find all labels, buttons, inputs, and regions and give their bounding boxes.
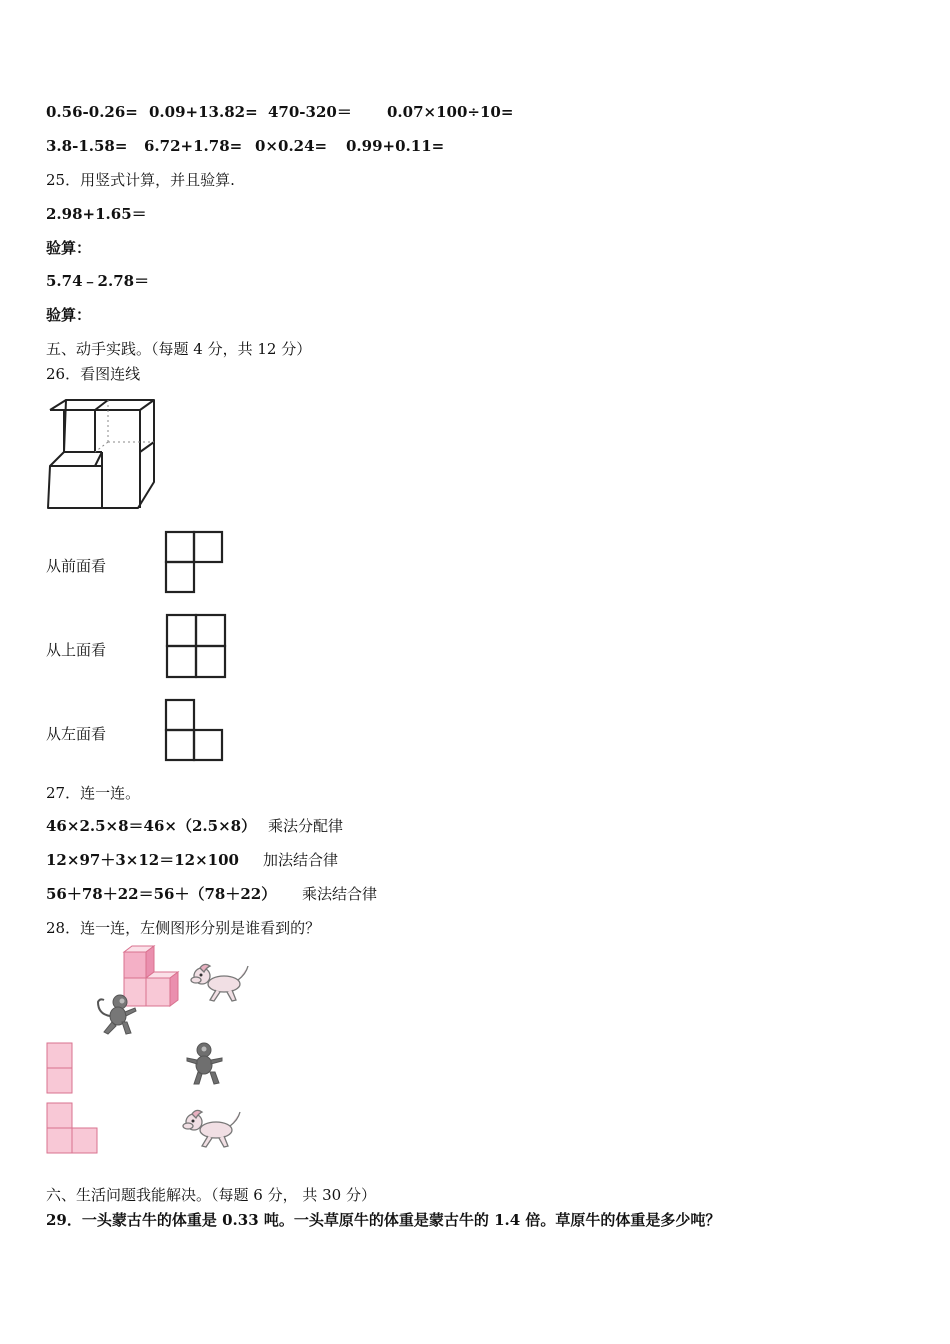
shape-l-three xyxy=(46,1102,99,1155)
view-label-front: 从前面看 xyxy=(46,557,107,575)
q27-expression: 56＋78＋22＝56＋（78＋22） xyxy=(46,885,277,903)
calc-item: 0.09+13.82= xyxy=(149,103,258,121)
q25-expr-2: 5.74﹣2.78＝ xyxy=(46,272,150,290)
view-label-top: 从上面看 xyxy=(46,641,107,659)
section-6-heading: 六、生活问题我能解决。（每题 6 分， 共 30 分） xyxy=(46,1186,376,1204)
q27-law: 乘法结合律 xyxy=(302,885,378,903)
q27-law: 加法结合律 xyxy=(263,851,339,869)
dog-icon xyxy=(188,962,250,1006)
shape-two-stacked xyxy=(46,1042,74,1094)
shape-left-view xyxy=(164,698,226,764)
calc-item: 470-320＝ xyxy=(268,103,352,121)
calc-item: 0×0.24= xyxy=(255,137,328,155)
q27-expression: 12×97＋3×12＝12×100 xyxy=(46,851,239,869)
dog-icon xyxy=(180,1108,242,1152)
q25-title: 25．用竖式计算，并且验算. xyxy=(46,171,235,189)
q26-title: 26．看图连线 xyxy=(46,365,141,383)
q29-text: 29．一头蒙古牛的体重是 0.33 吨。一头草原牛的体重是蒙古牛的 1.4 倍。草原牛的体重是多少吨？ xyxy=(46,1211,721,1229)
q27-title: 27．连一连。 xyxy=(46,784,141,802)
view-label-left: 从左面看 xyxy=(46,725,107,743)
cube-stack-figure xyxy=(46,396,158,514)
q25-expr-1: 2.98+1.65＝ xyxy=(46,205,147,223)
shape-top-view xyxy=(165,613,229,679)
calc-item: 0.07×100÷10= xyxy=(387,103,514,121)
calc-item: 0.56-0.26= xyxy=(46,103,138,121)
calc-item: 0.99+0.11= xyxy=(346,137,445,155)
section-5-heading: 五、动手实践。（每题 4 分，共 12 分） xyxy=(46,340,312,358)
monkey-icon xyxy=(182,1040,230,1086)
monkey-icon xyxy=(92,992,140,1038)
q27-expression: 46×2.5×8＝46×（2.5×8） xyxy=(46,817,257,835)
calc-item: 6.72+1.78= xyxy=(144,137,243,155)
calc-item: 3.8-1.58= xyxy=(46,137,128,155)
q27-law: 乘法分配律 xyxy=(268,817,344,835)
shape-front-view xyxy=(164,530,226,596)
q25-check-1: 验算： xyxy=(46,239,92,257)
q28-title: 28．连一连，左侧图形分别是谁看到的？ xyxy=(46,919,321,937)
q25-check-2: 验算： xyxy=(46,306,92,324)
